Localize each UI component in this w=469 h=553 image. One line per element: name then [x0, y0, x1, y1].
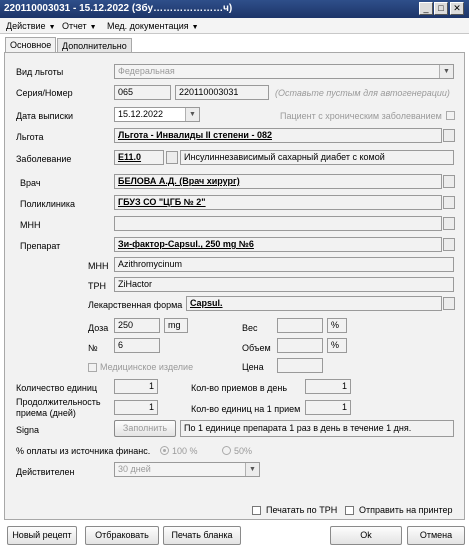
menu-report-label: Отчет	[62, 21, 87, 31]
payment-50-radio[interactable]	[222, 446, 231, 455]
drug-mnn-label: МНН	[88, 261, 109, 271]
chevron-down-icon: ▼	[185, 108, 199, 121]
print-trn-checkbox[interactable]	[252, 506, 261, 515]
price-label: Цена	[242, 362, 264, 372]
drug-label: Препарат	[20, 241, 61, 251]
price-field[interactable]	[277, 358, 323, 373]
chronic-checkbox[interactable]	[446, 111, 455, 120]
benefit-type-label: Вид льготы	[16, 67, 64, 77]
chevron-down-icon: ▼	[439, 65, 453, 78]
valid-select[interactable]	[114, 462, 260, 477]
print-form-button[interactable]: Печать бланка	[163, 526, 241, 545]
drug-form-field[interactable]: Capsul.	[186, 296, 442, 311]
weight-label: Вес	[242, 323, 258, 333]
dose-unit-field: mg	[164, 318, 188, 333]
benefit-label: Льгота	[16, 132, 44, 142]
doctor-select-button[interactable]	[443, 175, 455, 188]
signa-field[interactable]: По 1 единице препарата 1 раз в день в течение 1 дня.	[180, 420, 454, 437]
intakes-per-day-field[interactable]: 1	[305, 379, 351, 394]
chevron-down-icon: ▼	[245, 463, 259, 476]
drug-select-button[interactable]	[443, 238, 455, 251]
clinic-select-button[interactable]	[443, 196, 455, 209]
disease-name-field[interactable]: Инсулиннезависимый сахарный диабет с комой	[180, 150, 454, 165]
window-title-bar	[0, 0, 469, 18]
fill-signa-button[interactable]: Заполнить	[114, 420, 176, 437]
payment-100-radio[interactable]	[160, 446, 169, 455]
issue-date-value: 15.12.2022	[118, 109, 164, 119]
weight-unit-field: %	[327, 318, 347, 333]
medical-item-label: Медицинское изделие	[100, 362, 194, 372]
units-count-label: Количество единиц	[16, 383, 98, 393]
doctor-field[interactable]: БЕЛОВА А.Д. (Врач хирург)	[114, 174, 442, 189]
drug-field[interactable]: Зи-фактор-Capsul., 250 mg №6	[114, 237, 442, 252]
menu-action-label: Действие	[6, 21, 46, 31]
issue-date-picker[interactable]	[114, 107, 200, 122]
duration-field[interactable]: 1	[114, 400, 158, 415]
payment-100-label: 100 %	[172, 446, 198, 456]
disease-select-button[interactable]	[166, 151, 178, 164]
new-recipe-button[interactable]: Новый рецепт	[7, 526, 77, 545]
disease-label: Заболевание	[16, 154, 72, 164]
drug-form-label: Лекарственная форма	[88, 300, 183, 310]
count-no-label: №	[88, 343, 98, 353]
clinic-label: Поликлиника	[20, 199, 76, 209]
number-field[interactable]: 220110003031	[175, 85, 269, 100]
dose-field[interactable]: 250	[114, 318, 160, 333]
chronic-label: Пациент с хроническим заболеванием	[280, 111, 442, 121]
disease-code-field[interactable]: E11.0	[114, 150, 164, 165]
dose-label: Доза	[88, 323, 109, 333]
drug-trn-field: ZiHactor	[114, 277, 454, 292]
benefit-select-button[interactable]	[443, 129, 455, 142]
cancel-button[interactable]: Отмена	[407, 526, 465, 545]
drug-mnn-field: Azithromycinum	[114, 257, 454, 272]
mnn-label: МНН	[20, 220, 41, 230]
count-no-field[interactable]: 6	[114, 338, 160, 353]
benefit-type-value: Федеральная	[118, 66, 175, 76]
send-printer-label: Отправить на принтер	[359, 505, 453, 515]
units-count-field[interactable]: 1	[114, 379, 158, 394]
valid-value: 30 дней	[118, 464, 151, 474]
menu-med-docs-label: Мед. документация	[107, 21, 189, 31]
autogen-hint: (Оставьте пустым для автогенерации)	[275, 88, 450, 98]
close-button[interactable]: ✕	[450, 2, 464, 15]
menu-report[interactable]	[60, 19, 99, 33]
drug-trn-label: ТРН	[88, 281, 106, 291]
medical-item-checkbox[interactable]	[88, 363, 97, 372]
mnn-select-button[interactable]	[443, 217, 455, 230]
minimize-button[interactable]: _	[419, 2, 433, 15]
ok-button[interactable]: Ok	[330, 526, 402, 545]
volume-field[interactable]	[277, 338, 323, 353]
chevron-down-icon: ▼	[191, 24, 199, 31]
send-printer-checkbox[interactable]	[345, 506, 354, 515]
menu-action[interactable]	[4, 19, 58, 33]
chevron-down-icon: ▼	[48, 24, 56, 31]
series-number-label: Серия/Номер	[16, 88, 73, 98]
units-per-intake-label: Кол-во единиц на 1 прием	[191, 404, 301, 414]
tab-main[interactable]: Основное	[5, 37, 56, 53]
payment-label: % оплаты из источника финанс.	[16, 446, 151, 456]
units-per-intake-field[interactable]: 1	[305, 400, 351, 415]
drug-form-select-button[interactable]	[443, 297, 455, 310]
print-trn-label: Печатать по ТРН	[266, 505, 338, 515]
weight-field[interactable]	[277, 318, 323, 333]
series-field[interactable]: 065	[114, 85, 171, 100]
maximize-button[interactable]: □	[434, 2, 448, 15]
payment-50-label: 50%	[234, 446, 253, 456]
volume-label: Объем	[242, 343, 271, 353]
reject-button[interactable]: Отбраковать	[85, 526, 159, 545]
issue-date-label: Дата выписки	[16, 111, 74, 121]
doctor-label: Врач	[20, 178, 41, 188]
chevron-down-icon: ▼	[89, 24, 97, 31]
menu-med-docs[interactable]	[105, 19, 201, 33]
mnn-field[interactable]	[114, 216, 442, 231]
signa-label: Signa	[16, 425, 40, 435]
clinic-field[interactable]: ГБУЗ СО "ЦГБ № 2"	[114, 195, 442, 210]
duration-label: Продолжительность приема (дней)	[16, 397, 101, 418]
benefit-type-select[interactable]	[114, 64, 454, 79]
tab-additional[interactable]: Дополнительно	[57, 38, 132, 53]
benefit-field[interactable]: Льгота - Инвалиды II степени - 082	[114, 128, 442, 143]
intakes-per-day-label: Кол-во приемов в день	[191, 383, 288, 393]
window-title: 220110003031 - 15.12.2022 (Збу…………………ч)	[4, 3, 233, 14]
volume-unit-field: %	[327, 338, 347, 353]
valid-label: Действителен	[16, 467, 75, 477]
